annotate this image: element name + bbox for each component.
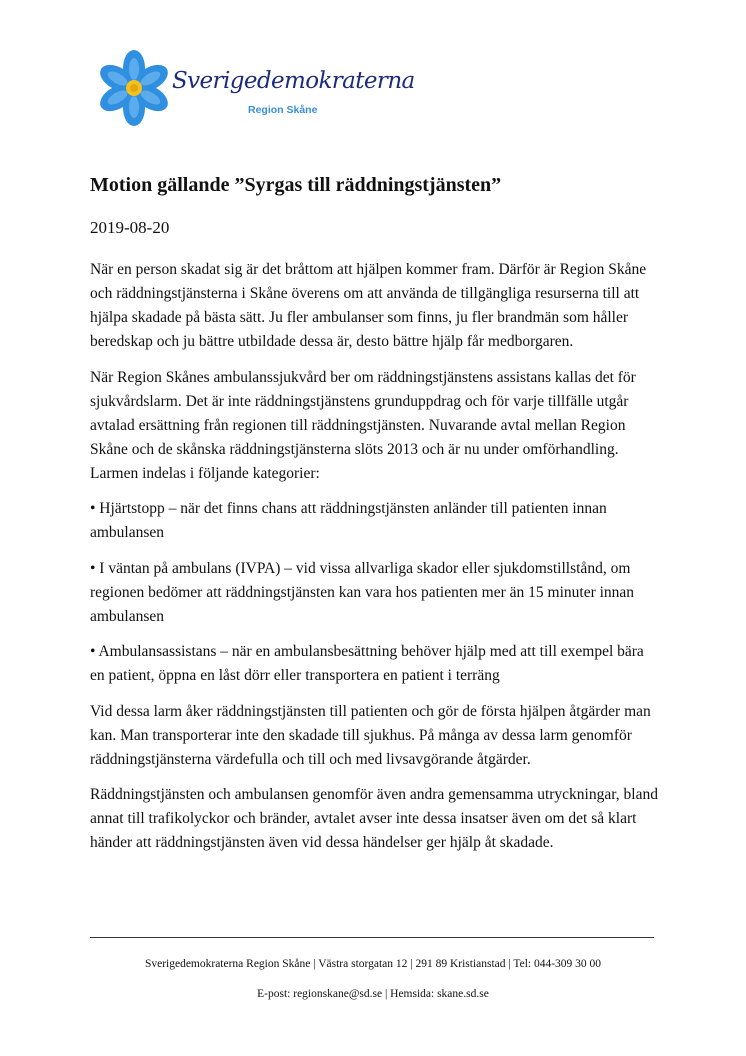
bullet-item: • I väntan på ambulans (IVPA) – vid vissa allvarliga skador eller sjukdomstillstånd, om regionen bedömer att räddningstjänsten kan vara hos patienten mer än 15 minuter innan ambulansen: [90, 559, 635, 625]
document-date: 2019-08-20: [90, 218, 170, 237]
body-paragraph: Vid dessa larm åker räddningstjänsten till patienten och gör de första hjälpen åtgärder man kan. Man transporterar inte den skadade till sjukhus. På många av dessa larm genomför räddningstjänsterna värdefulla och till och med livsavgörande åtgärder.: [90, 702, 651, 768]
hepatica-flower-icon: [96, 50, 172, 126]
body-paragraph: När en person skadat sig är det bråttom att hjälpen kommer fram. Därför är Region Skåne och räddningstjänsterna i Skåne överens om att använda de tillgängliga resurserna till att hjälpa skadade på bästa sätt. Ju fler ambulanser som finns, ju fler brandmän som håller beredskap och ju bättre utbildade dessa är, desto bättre hjälp får medborgaren.: [90, 261, 647, 350]
document-body: [90, 258, 662, 867]
party-logo: [96, 50, 415, 130]
body-paragraph: När Region Skånes ambulanssjukvård ber om räddningstjänstens assistans kallas det för sjukvårdslarm. Det är inte räddningstjänstens grunduppdrag och för varje tillfälle utgår avtalad ersättning från regionen till räddningstjänsten. Nuvarande avtal mellan Region Skåne och de skånska räddningstjänsterna slöts 2013 och är nu under omförhandling. Larmen indelas i följande kategorier:: [90, 368, 636, 482]
logo-party-name: Sverigedemokraterna: [172, 68, 415, 94]
bullet-item: • Ambulansassistans – när en ambulansbesättning behöver hjälp med att till exempel bära en patient, öppna en låst dörr eller transportera en patient i terräng: [90, 643, 644, 684]
document-title: Motion gällande ”Syrgas till räddningstjänsten”: [90, 174, 502, 196]
bullet-item: • Hjärtstopp – när det finns chans att räddningstjänsten anländer till patienten innan ambulansen: [90, 500, 607, 541]
footer-contact: E-post: regionskane@sd.se | Hemsida: skane.sd.se: [257, 988, 489, 1000]
body-paragraph: Räddningstjänsten och ambulansen genomför även andra gemensamma utryckningar, bland annat till trafikolyckor och bränder, avtalet avser inte dessa insatser även om det så klart händer att räddningstjänsten även vid dessa händelser ger hjälp åt skadade.: [90, 786, 658, 851]
footer-address: Sverigedemokraterna Region Skåne | Västra storgatan 12 | 291 89 Kristianstad | Tel: 044-309 30 00: [144, 958, 602, 970]
logo-region-name: Region Skåne: [248, 104, 318, 116]
footer-divider: [90, 937, 654, 938]
